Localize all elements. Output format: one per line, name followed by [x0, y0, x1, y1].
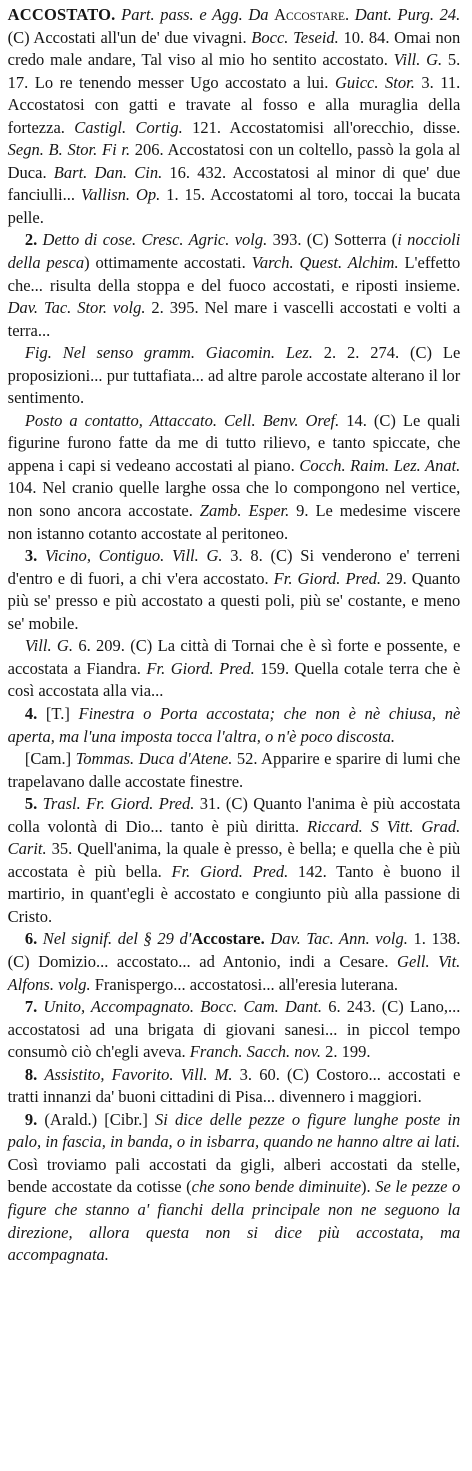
italic-run: Finestra o Porta accostata; che non è nè chiusa, nè aperta, ma l'una imposta tocca l'altra, o n'è poco discosta.: [7, 703, 461, 746]
text-run: (Arald.) [Cibr.]: [44, 1109, 156, 1129]
text-run: 206. Accostatosi con un coltello, passò la gola al Duca.: [7, 140, 461, 182]
sense-number: 6.: [24, 929, 43, 949]
italic-run: Dav. Tac. Ann. volg.: [264, 929, 408, 949]
text-run: 14. (C) Le quali figurine furono fatte da me di tutto rilievo, e tanto spiccate, che appena i capi si vedeano accostati al piano.: [7, 410, 461, 475]
italic-run: Vallisn. Op.: [80, 185, 161, 205]
text-run: [Cam.]: [24, 749, 76, 769]
italic-run: Cocch. Raim. Lez. Anat.: [299, 455, 461, 475]
text-run: 5. 17. Lo re tenendo messer Ugo accostato a lui.: [7, 50, 461, 92]
italic-run: Posto a contatto, Attaccato. Cell. Benv. Oref.: [24, 410, 340, 430]
text-run: 31. (C) Quanto l'anima è più accostata colla volontà di Dio... tanto è più diritta.: [7, 794, 461, 836]
text-run: 159. Quella cotale terra che è così accostata alla via...: [7, 658, 461, 701]
entry-sense-paragraph: [8, 342, 461, 410]
text-run: 29. Quanto più se' presso e più accostato a questi poli, più se' costante, e meno se' mobile.: [7, 568, 461, 633]
italic-run: Fr. Giord. Pred.: [273, 568, 382, 588]
italic-run: Fr. Giord. Pred.: [171, 861, 289, 881]
italic-run: Gell. Vit. Alfons. volg.: [7, 951, 461, 994]
sense-number: 5.: [24, 794, 43, 814]
text-run: 10. 84. Omai non credo male andare, Tal viso al mio ho sentito accostato.: [7, 27, 461, 70]
italic-run: Dant. Purg. 24.: [349, 5, 461, 24]
italic-run: Vill. G.: [24, 636, 73, 656]
italic-run: Fr. Giord. Pred.: [146, 658, 255, 678]
text-run: 104. Nel cranio quelle larghe ossa che lo compongono nel vertice, non sono ancora accostate.: [7, 478, 461, 521]
bold-run: Accostare.: [191, 929, 265, 949]
text-run: ) ottimamente accostati.: [84, 253, 252, 273]
text-run: 3. 8. (C) Si venderono e' terreni d'entro e di fuori, a chi v'era accostato.: [7, 546, 461, 588]
entry-sense-paragraph: [8, 1109, 461, 1267]
text-run: 52. Apparire e sparire di lumi che trapelavano dalle accostate finestre.: [7, 749, 461, 791]
italic-run: che sono bende diminuite: [191, 1177, 362, 1197]
italic-run: Part. pass. e Agg. Da: [115, 5, 275, 24]
text-run: 3. 11. Accostatosi con gatti e travate al fosso e alla muraglia della fortezza.: [7, 72, 461, 137]
text-run: 35. Quell'anima, la quale è presso, è bella; e quella che è più accostata è più bella.: [7, 839, 461, 881]
entry-sense-paragraph: [8, 928, 461, 996]
italic-run: Riccard. S Vitt. Grad. Carit.: [7, 816, 461, 859]
italic-run: Franch. Sacch. nov.: [189, 1042, 322, 1062]
entry-sense-paragraph: [8, 748, 461, 793]
text-run: 9. Le medesime viscere non istanno cotanto accostate al peritoneo.: [7, 501, 461, 543]
italic-run: Castigl. Cortig.: [74, 117, 183, 137]
text-run: L'effetto che... risulta della stoppa e del fuoco accostati, e riposti insieme.: [7, 253, 461, 295]
italic-run: Vicino, Contiguo. Vill. G.: [44, 546, 223, 566]
entry-sense-paragraph: [8, 545, 461, 635]
sense-number: 7.: [24, 997, 44, 1017]
sense-number: 8.: [24, 1064, 45, 1084]
italic-run: Varch. Quest. Alchim.: [251, 253, 399, 273]
entry-sense-paragraph: [8, 229, 461, 342]
italic-run: Nel signif. del § 29 d': [42, 929, 192, 949]
entry-sense-paragraph: [8, 996, 461, 1064]
text-run: Franispergo... accostatosi... all'eresia luterana.: [90, 974, 399, 994]
text-run: (C) Accostati all'un de' due vivagni.: [7, 27, 252, 47]
text-run: 1. 15. Accostatomi al toro, toccai la bucata pelle.: [7, 185, 461, 227]
dictionary-entry-accostato: [8, 4, 461, 1267]
entry-sense-paragraph: [8, 703, 461, 748]
entry-sense-paragraph: [8, 410, 461, 545]
entry-sense-paragraph: [8, 1064, 461, 1109]
italic-run: Fig. Nel senso gramm. Giacomin. Lez.: [24, 343, 313, 363]
entry-sense-paragraph: [8, 793, 461, 928]
text-run: 6. 243. (C) Lano,... accostatosi ad una brigata di giovani sanesi... in piccol tempo consumò ciò ch'egli aveva.: [7, 997, 461, 1062]
italic-run: Segn. B. Stor. Fi r.: [7, 140, 131, 160]
italic-run: Detto di cose. Cresc. Agric. volg.: [42, 230, 268, 250]
text-run: 1. 138. (C) Domizio... accostato... ad Antonio, indi a Cesare.: [7, 929, 461, 971]
text-run: 3. 60. (C) Costoro... accostati e tratti innanzi da' buoni cittadini di Pisa... divennero i maggiori.: [7, 1064, 461, 1107]
entry-definition-main: [8, 4, 461, 229]
text-run: 393. (C) Sotterra (: [267, 230, 398, 250]
italic-run: Guicc. Stor.: [334, 72, 415, 92]
italic-run: Tommas. Duca d'Atene.: [75, 749, 233, 769]
entry-sense-paragraph: [8, 635, 461, 703]
sense-number: 9.: [24, 1109, 45, 1129]
text-run: ).: [361, 1177, 376, 1197]
italic-run: i noccioli della pesca: [7, 230, 461, 273]
small-caps-run: Accostare.: [274, 5, 350, 24]
italic-run: Bocc. Teseid.: [251, 27, 339, 47]
italic-run: Bart. Dan. Cin.: [53, 162, 163, 182]
italic-run: Si dice delle pezze o figure lunghe poste in palo, in fascia, in banda, o in isbarra, quando ne hanno altre ai lati.: [7, 1109, 461, 1152]
text-run: 16. 432. Accostatosi al minor di que' due fanciulli...: [7, 162, 461, 205]
italic-run: Se le pezze o figure che stanno a' fianchi della principale non ne seguono la direzione, allora questa non si dice più accostata, ma accompagnata.: [7, 1177, 461, 1265]
italic-run: Unito, Accompagnato. Bocc. Cam. Dant.: [43, 997, 323, 1017]
sense-number: 3.: [24, 546, 45, 566]
italic-run: Trasl. Fr. Giord. Pred.: [42, 794, 195, 814]
italic-run: Vill. G.: [393, 50, 443, 70]
italic-run: Dav. Tac. Stor. volg.: [7, 298, 146, 318]
text-run: 2. 199.: [321, 1042, 371, 1062]
text-run: 6. 209. (C) La città di Tornai che è sì forte e possente, e accostata a Fiandra.: [7, 636, 461, 678]
sense-number: 4.: [24, 703, 46, 723]
italic-run: Assistito, Favorito. Vill. M.: [44, 1064, 233, 1084]
text-run: 142. Tanto è buono il martirio, in quant'egli è accostato e congiunto più alla passione di Cristo.: [7, 861, 461, 926]
text-run: 121. Accostatomisi all'orecchio, disse.: [182, 117, 461, 137]
text-run: 2. 395. Nel mare i vascelli accostati e volti a terra...: [7, 298, 461, 340]
headword: ACCOSTATO.: [7, 5, 116, 24]
sense-number: 2.: [24, 230, 43, 250]
text-run: Così troviamo pali accostati da gigli, alberi accostati da stelle, bende accostate da cotisse (: [7, 1154, 461, 1197]
italic-run: Zamb. Esper.: [199, 501, 290, 521]
text-run: [T.]: [45, 703, 79, 723]
text-run: 2. 2. 274. (C) Le proposizioni... pur tuttafiata... ad altre parole accostate alterano il lor sentimento.: [7, 343, 461, 408]
